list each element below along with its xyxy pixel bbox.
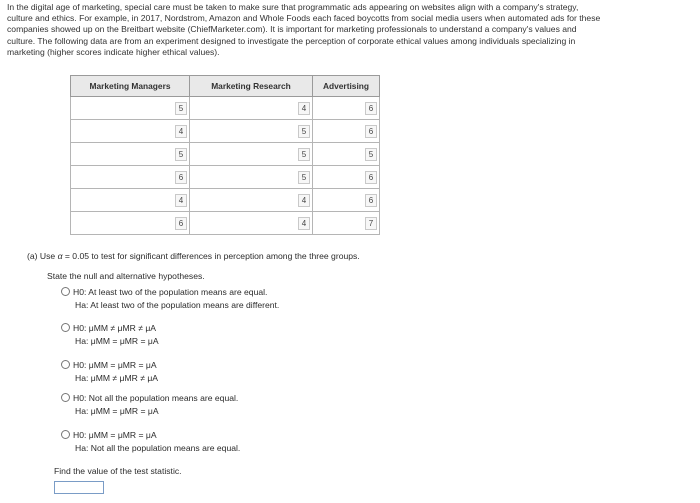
intro-line: In the digital age of marketing, special care must be taken to make sure that programmatic ads appearing on websites align with a company's strategy, xyxy=(7,2,579,12)
cell-value: 4 xyxy=(175,125,187,138)
table-cell xyxy=(71,97,190,120)
null-hypothesis: H0: At least two of the population means are equal. xyxy=(73,287,268,297)
hypothesis-option[interactable] xyxy=(61,287,279,310)
find-value-prompt: Find the value of the test statistic. xyxy=(54,466,182,476)
cell-value: 6 xyxy=(365,171,377,184)
table-cell xyxy=(313,166,380,189)
radio-button[interactable] xyxy=(61,323,70,332)
table-cell xyxy=(313,120,380,143)
cell-value: 4 xyxy=(298,102,310,115)
question-a xyxy=(27,251,360,261)
alpha-symbol: α xyxy=(57,251,63,261)
alternative-hypothesis: Ha: At least two of the population means are different. xyxy=(75,300,280,310)
table-row xyxy=(71,166,380,189)
cell-value: 6 xyxy=(175,217,187,230)
hypothesis-option[interactable] xyxy=(61,323,159,346)
cell-value: 6 xyxy=(365,194,377,207)
table-cell xyxy=(190,212,313,235)
cell-value: 5 xyxy=(365,148,377,161)
table-cell xyxy=(71,143,190,166)
table-cell xyxy=(190,189,313,212)
table-row xyxy=(71,212,380,235)
table-cell xyxy=(190,143,313,166)
data-table xyxy=(70,75,380,235)
state-hypotheses-prompt: State the null and alternative hypotheses. xyxy=(47,271,205,281)
option-null-row xyxy=(61,323,159,333)
table-row xyxy=(71,189,380,212)
intro-line: companies showed up on the Breitbart website (ChiefMarketer.com). It is important for marketing professionals to understand a company's values and xyxy=(7,24,577,35)
part-label: (a) xyxy=(27,251,38,261)
alternative-hypothesis: Ha: μMM = μMR = μA xyxy=(75,336,159,346)
table-cell xyxy=(71,189,190,212)
table-row xyxy=(71,120,380,143)
table-row xyxy=(71,143,380,166)
radio-button[interactable] xyxy=(61,360,70,369)
question-text: = 0.05 to test for significant differences in perception among the three groups. xyxy=(64,251,360,261)
null-hypothesis: H0: μMM ≠ μMR ≠ μA xyxy=(73,323,157,333)
radio-button[interactable] xyxy=(61,430,70,439)
table-cell xyxy=(190,166,313,189)
header-marketing-managers: Marketing Managers xyxy=(71,76,190,97)
header-marketing-research: Marketing Research xyxy=(190,76,313,97)
hypothesis-option[interactable] xyxy=(61,430,240,453)
cell-value: 5 xyxy=(298,148,310,161)
cell-value: 5 xyxy=(175,148,187,161)
alternative-hypothesis: Ha: μMM ≠ μMR ≠ μA xyxy=(75,373,159,383)
option-null-row xyxy=(61,430,240,440)
table-cell xyxy=(71,166,190,189)
cell-value: 5 xyxy=(298,125,310,138)
hypothesis-option[interactable] xyxy=(61,393,238,416)
test-statistic-input[interactable] xyxy=(54,481,104,494)
cell-value: 5 xyxy=(175,102,187,115)
table-cell xyxy=(71,120,190,143)
cell-value: 4 xyxy=(298,194,310,207)
table-cell xyxy=(313,212,380,235)
null-hypothesis: H0: Not all the population means are equal. xyxy=(73,393,239,403)
cell-value: 5 xyxy=(298,171,310,184)
null-hypothesis: H0: μMM = μMR = μA xyxy=(73,360,157,370)
option-null-row xyxy=(61,393,238,403)
cell-value: 6 xyxy=(365,125,377,138)
problem-intro xyxy=(7,2,697,58)
null-hypothesis: H0: μMM = μMR = μA xyxy=(73,430,157,440)
alternative-hypothesis: Ha: Not all the population means are equal. xyxy=(75,443,241,453)
table-cell xyxy=(313,97,380,120)
hypothesis-option[interactable] xyxy=(61,360,158,383)
alternative-hypothesis: Ha: μMM = μMR = μA xyxy=(75,406,159,416)
intro-line: marketing (higher scores indicate higher ethical values). xyxy=(7,46,220,57)
table-cell xyxy=(190,120,313,143)
header-advertising: Advertising xyxy=(313,76,380,97)
option-null-row xyxy=(61,287,279,297)
cell-value: 7 xyxy=(365,217,377,230)
cell-value: 6 xyxy=(365,102,377,115)
cell-value: 6 xyxy=(175,171,187,184)
cell-value: 4 xyxy=(175,194,187,207)
option-null-row xyxy=(61,360,158,370)
radio-button[interactable] xyxy=(61,393,70,402)
table-cell xyxy=(190,97,313,120)
table-row xyxy=(71,97,380,120)
cell-value: 4 xyxy=(298,217,310,230)
intro-line: culture. The following data are from an experiment designed to investigate the perception of corporate ethical values among individuals specializing in xyxy=(7,35,576,46)
table-cell xyxy=(71,212,190,235)
table-body xyxy=(71,97,380,235)
table-cell xyxy=(313,143,380,166)
intro-line: culture and ethics. For example, in 2017, Nordstrom, Amazon and Whole Foods each faced boycotts from social media users when automated ads for these xyxy=(7,13,601,24)
radio-button[interactable] xyxy=(61,287,70,296)
use-word: Use xyxy=(39,251,56,261)
table-cell xyxy=(313,189,380,212)
